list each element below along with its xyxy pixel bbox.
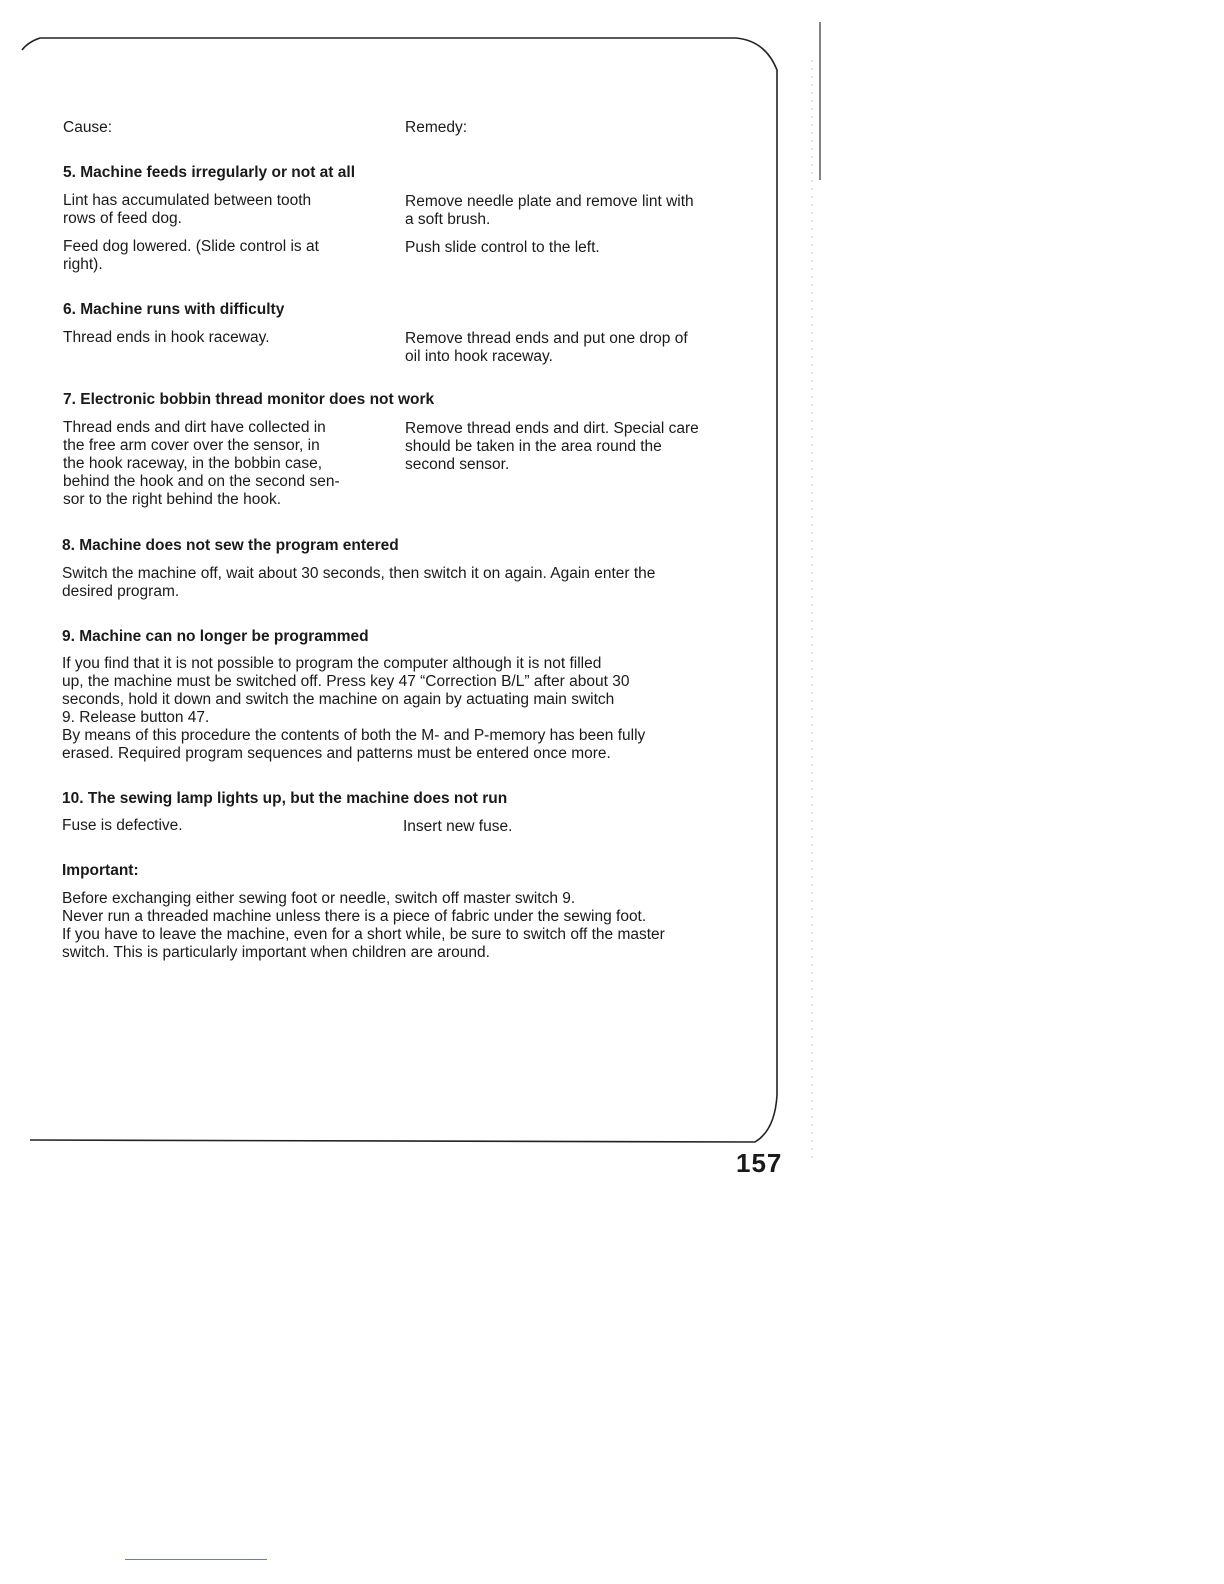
section-5-cause-2: Feed dog lowered. (Slide control is at right). [63, 238, 319, 273]
section-7-cause-1: Thread ends and dirt have collected in the free arm cover over the sensor, in the hook raceway, in the bobbin case, behind the hook and on the second sen- sor to the right behind the hook. [63, 419, 340, 508]
section-10-cause-1: Fuse is defective. [62, 817, 183, 834]
remedy-column-header: Remedy: [405, 119, 468, 136]
section-9-body: If you find that it is not possible to program the computer although it is not filled up, the machine must be switched off. Press key 47 “Correction B/L” after about 30 seconds, hold it down and switch the machine on again by actuating main switch 9. Release button 47. By means of this procedure the contents of both the M- and P-memory has been fully erased. Required program sequences and patterns must be entered once more. [62, 655, 646, 762]
footer-rule [125, 1559, 267, 1560]
important-title: Important: [62, 862, 139, 879]
section-8-title: 8. Machine does not sew the program entered [62, 537, 399, 554]
section-6-title: 6. Machine runs with difficulty [63, 301, 285, 318]
section-6-remedy-1: Remove thread ends and put one drop of oil into hook raceway. [405, 330, 688, 365]
section-7-remedy-1: Remove thread ends and dirt. Special care should be taken in the area round the second sensor. [405, 420, 699, 473]
cause-column-header: Cause: [63, 119, 113, 136]
important-body: Before exchanging either sewing foot or needle, switch off master switch 9. Never run a threaded machine unless there is a piece of fabric under the sewing foot. If you have to leave the machine, even for a short while, be sure to switch off the master switch. This is particularly important when children are around. [62, 890, 665, 961]
section-5-remedy-1: Remove needle plate and remove lint with a soft brush. [405, 193, 694, 228]
section-10-remedy-1: Insert new fuse. [403, 818, 513, 835]
section-10-title: 10. The sewing lamp lights up, but the machine does not run [62, 790, 508, 807]
section-5-cause-1: Lint has accumulated between tooth rows of feed dog. [63, 192, 312, 227]
section-5-remedy-2: Push slide control to the left. [405, 239, 600, 256]
section-9-title: 9. Machine can no longer be programmed [62, 628, 369, 645]
page-number: 157 [736, 1148, 783, 1178]
section-5-title: 5. Machine feeds irregularly or not at all [63, 164, 356, 181]
section-6-cause-1: Thread ends in hook raceway. [63, 329, 270, 346]
section-8-body: Switch the machine off, wait about 30 seconds, then switch it on again. Again enter the desired program. [62, 565, 656, 600]
section-7-title: 7. Electronic bobbin thread monitor does not work [63, 391, 435, 408]
